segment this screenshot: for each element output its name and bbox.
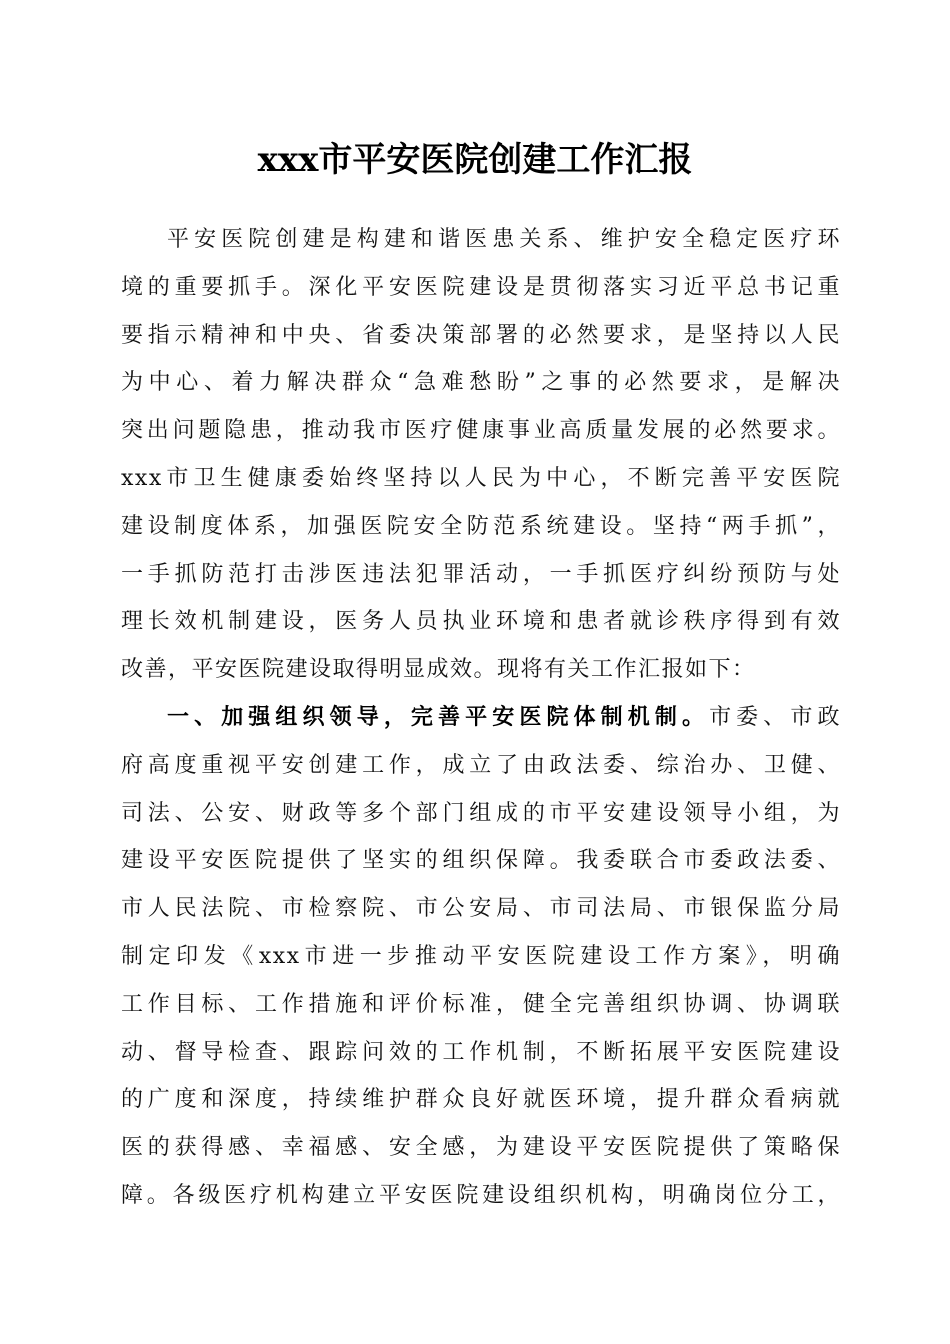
document-title: xxx市平安医院创建工作汇报 [257,140,693,180]
paragraph-line: 障。各级医疗机构建立平安医院建设组织机构，明确岗位分工， [121,1182,841,1208]
paragraph-line: 一手抓防范打击涉医违法犯罪活动，一手抓医疗纠纷预防与处 [121,561,841,587]
paragraph-line: 府高度重视平安创建工作，成立了由政法委、综治办、卫健、 [121,752,841,778]
paragraph-line: 的广度和深度，持续维护群众良好就医环境，提升群众看病就 [121,1087,841,1113]
paragraph-line: 制定印发《xxx市进一步推动平安医院建设工作方案》，明确 [121,943,841,969]
section-first-line-text: 市委、市政 [709,704,841,730]
paragraph-line: 建设平安医院提供了坚实的组织保障。我委联合市委政法委、 [121,848,841,874]
paragraph-line: 为中心、着力解决群众“急难愁盼”之事的必然要求，是解决 [121,370,841,396]
paragraph-line: xxx市卫生健康委始终坚持以人民为中心，不断完善平安医院 [121,465,841,491]
paragraph-line: 工作目标、工作措施和评价标准，健全完善组织协调、协调联 [121,991,841,1017]
paragraph-line: 医的获得感、幸福感、安全感，为建设平安医院提供了策略保 [121,1135,841,1161]
paragraph-line: 改善，平安医院建设取得明显成效。现将有关工作汇报如下： [121,657,756,683]
paragraph-line: 理长效机制建设，医务人员执业环境和患者就诊秩序得到有效 [121,609,841,635]
section-first-line [121,694,841,742]
paragraph-line: 要指示精神和中央、省委决策部署的必然要求，是坚持以人民 [121,322,841,348]
paragraph-line: 境的重要抓手。深化平安医院建设是贯彻落实习近平总书记重 [121,274,841,300]
paragraph-line: 动、督导检查、跟踪问效的工作机制，不断拓展平安医院建设 [121,1039,841,1065]
paragraph-line: 司法、公安、财政等多个部门组成的市平安建设领导小组，为 [121,800,841,826]
document-body [121,216,841,1220]
paragraph-line: 平安医院创建是构建和谐医患关系、维护安全稳定医疗环 [167,227,841,252]
section-heading: 一、加强组织领导，完善平安医院体制机制。 [167,704,710,730]
paragraph-line: 突出问题隐患，推动我市医疗健康事业高质量发展的必然要求。 [121,418,841,444]
paragraph-line: 市人民法院、市检察院、市公安局、市司法局、市银保监分局 [121,896,841,922]
paragraph-line: 建设制度体系，加强医院安全防范系统建设。坚持“两手抓”， [121,513,841,539]
